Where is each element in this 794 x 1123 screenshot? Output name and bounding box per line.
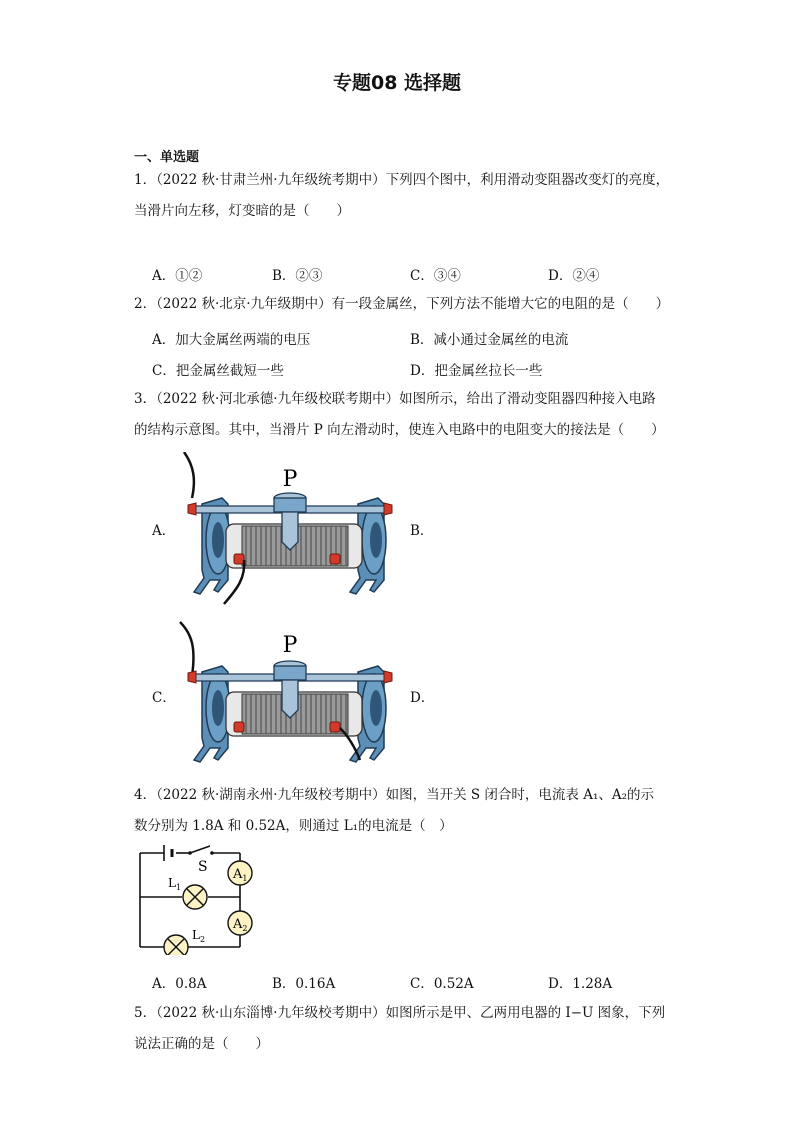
q3-option-c[interactable]: C．: [152, 690, 176, 706]
q3-option-d[interactable]: D．: [410, 690, 435, 706]
q4-option-c[interactable]: C．0.52A: [410, 976, 474, 992]
rheostat-figure-a: [170, 452, 410, 607]
ammeter-a2-label: $A_2$: [233, 917, 248, 933]
wire-top-left: [180, 622, 194, 676]
question-5-text-cont: 说法正确的是（ ）: [134, 1036, 269, 1052]
q2-option-a[interactable]: A．加大金属丝两端的电压: [152, 332, 311, 348]
switch-label: S: [198, 859, 208, 875]
circuit-diagram: [132, 843, 262, 955]
q1-option-a[interactable]: A．①②: [152, 268, 203, 284]
q4-option-a[interactable]: A．0.8A: [152, 976, 207, 992]
q1-option-d[interactable]: D．②④: [548, 268, 600, 284]
question-4-text-cont: 数分别为 1.8A 和 0.52A，则通过 L₁的电流是（ ）: [134, 818, 453, 834]
ammeter-a1-label: $A_1$: [233, 867, 248, 883]
lamp-l2-icon: [164, 935, 188, 955]
rheostat-figure-c: [170, 618, 410, 763]
q2-option-b[interactable]: B．减小通过金属丝的电流: [410, 332, 569, 348]
slider-p-label: P: [282, 633, 298, 658]
question-1-text: 1．（2022 秋·甘肃兰州·九年级统考期中）下列四个图中，利用滑动变阻器改变灯的亮度，: [134, 172, 670, 188]
q2-option-c[interactable]: C．把金属丝截短一些: [152, 363, 284, 379]
question-2-text: 2．（2022 秋·北京·九年级期中）有一段金属丝，下列方法不能增大它的电阻的是（ ）: [134, 296, 670, 312]
wire-top-left: [184, 452, 194, 498]
section-heading: 一、单选题: [134, 150, 200, 165]
q1-option-b[interactable]: B．②③: [272, 268, 323, 284]
question-1-text-cont: 当滑片向左移，灯变暗的是（ ）: [134, 203, 350, 219]
q3-option-a[interactable]: A．: [152, 523, 176, 539]
question-3-text: 3．（2022 秋·河北承德·九年级校联考期中）如图所示，给出了滑动变阻器四种接入电路: [134, 391, 656, 407]
q1-option-c[interactable]: C．③④: [410, 268, 461, 284]
q4-option-b[interactable]: B．0.16A: [272, 976, 336, 992]
q4-option-d[interactable]: D．1.28A: [548, 976, 613, 992]
q3-option-b[interactable]: B．: [410, 523, 434, 539]
q2-option-d[interactable]: D．把金属丝拉长一些: [410, 363, 543, 379]
lamp-l1-label: $L_1$: [168, 876, 182, 892]
question-4-text: 4．（2022 秋·湖南永州·九年级校考期中）如图，当开关 S 闭合时，电流表 A₁、A₂的示: [134, 787, 655, 803]
lamp-l2-label: $L_2$: [192, 928, 206, 944]
slider-p-label: P: [282, 467, 298, 492]
question-5-text: 5．（2022 秋·山东淄博·九年级校考期中）如图所示是甲、乙两用电器的 I−U 图象，下列: [134, 1005, 666, 1021]
question-3-text-cont: 的结构示意图。其中，当滑片 P 向左滑动时，使连入电路中的电阻变大的接法是（ ）: [134, 422, 665, 438]
page-title: 专题08 选择题: [332, 72, 462, 94]
switch-blade: [190, 846, 210, 853]
